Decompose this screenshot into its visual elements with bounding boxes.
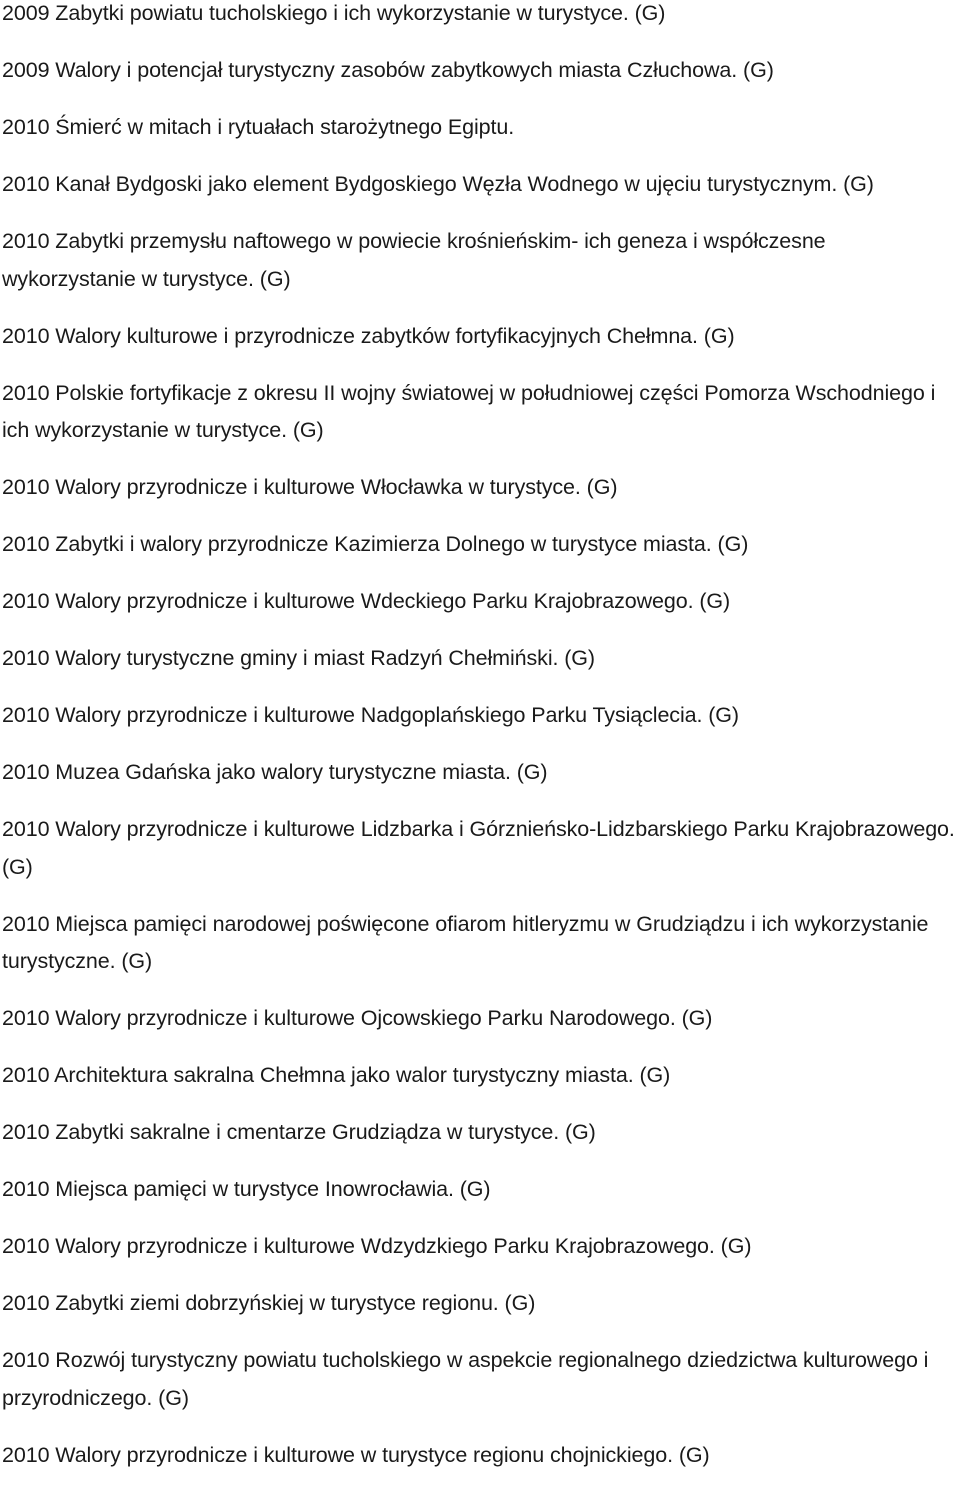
list-item: 2009 Zabytki powiatu tucholskiego i ich wykorzystanie w turystyce. (G): [2, 1, 666, 25]
list-item: 2010 Walory przyrodnicze i kulturowe Wdeckiego Parku Krajobrazowego. (G): [2, 589, 731, 613]
list-item: 2010 Zabytki i walory przyrodnicze Kazimierza Dolnego w turystyce miasta. (G): [2, 532, 749, 556]
list-item: 2010 Walory przyrodnicze i kulturowe Lidzbarka i Górznieńsko-Lidzbarskiego Parku Krajobrazowego. (G): [2, 817, 955, 879]
list-item: 2010 Walory przyrodnicze i kulturowe Włocławka w turystyce. (G): [2, 475, 618, 499]
list-item: 2010 Polskie fortyfikacje z okresu II wojny światowej w południowej części Pomorza Wschodniego i ich wykorzystanie w turystyce. (G): [2, 380, 936, 442]
list-item: 2010 Zabytki przemysłu naftowego w powiecie krośnieńskim- ich geneza i współczesne wykorzystanie w turystyce. (G): [2, 229, 826, 291]
list-item: 2010 Rozwój turystyczny powiatu tucholskiego w aspekcie regionalnego dziedzictwa kulturowego i przyrodniczego. (G): [2, 1348, 929, 1410]
list-item: 2010 Śmierć w mitach i rytuałach starożytnego Egiptu.: [2, 115, 515, 139]
list-item: 2010 Walory turystyczne gminy i miast Radzyń Chełmiński. (G): [2, 646, 595, 670]
list-item: 2010 Walory przyrodnicze i kulturowe Nadgoplańskiego Parku Tysiąclecia. (G): [2, 703, 739, 727]
list-item: 2010 Muzea Gdańska jako walory turystyczne miasta. (G): [2, 760, 548, 784]
list-item: 2010 Zabytki ziemi dobrzyńskiej w turystyce regionu. (G): [2, 1291, 536, 1315]
list-item: 2010 Miejsca pamięci narodowej poświęcone ofiarom hitleryzmu w Grudziądzu i ich wykorzystanie turystyczne. (G): [2, 911, 929, 973]
list-item: 2010 Architektura sakralna Chełmna jako walor turystyczny miasta. (G): [2, 1063, 671, 1087]
list-item: 2010 Kanał Bydgoski jako element Bydgoskiego Węzła Wodnego w ujęciu turystycznym. (G): [2, 172, 874, 196]
list-item: 2009 Walory i potencjał turystyczny zasobów zabytkowych miasta Człuchowa. (G): [2, 58, 774, 82]
list-item: 2010 Walory przyrodnicze i kulturowe w turystyce regionu chojnickiego. (G): [2, 1442, 710, 1467]
list-item: 2010 Walory przyrodnicze i kulturowe Ojcowskiego Parku Narodowego. (G): [2, 1006, 713, 1030]
list-item: 2010 Miejsca pamięci w turystyce Inowrocławia. (G): [2, 1177, 491, 1201]
list-item: 2010 Walory przyrodnicze i kulturowe Wdzydzkiego Parku Krajobrazowego. (G): [2, 1234, 752, 1258]
list-item: 2010 Zabytki sakralne i cmentarze Grudziądza w turystyce. (G): [2, 1120, 596, 1144]
list-item: 2010 Walory kulturowe i przyrodnicze zabytków fortyfikacyjnych Chełmna. (G): [2, 323, 735, 348]
